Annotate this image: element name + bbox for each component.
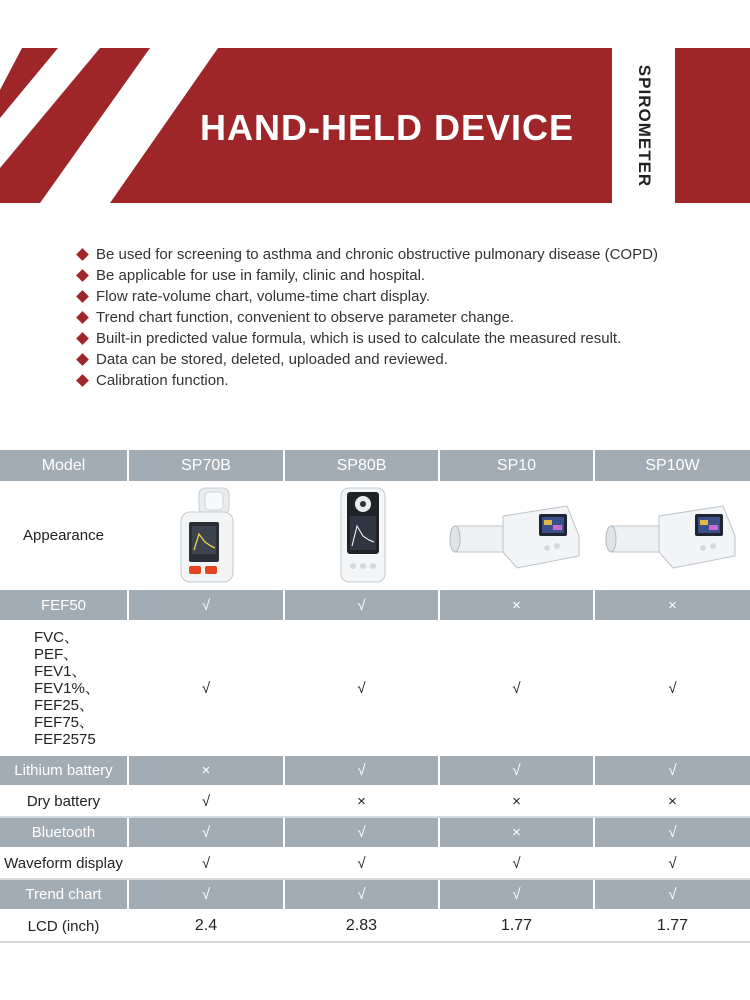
header-sp10w: SP10W — [594, 450, 750, 482]
table-row — [0, 910, 750, 942]
row-label-parameters: FVC、 PEF、 FEV1、 FEV1%、 FEF25、 FEF75、 FEF2575 — [0, 621, 128, 755]
cell-value: √ — [594, 621, 750, 755]
row-label-waveform-display: Waveform display — [0, 848, 128, 879]
table-header-row — [0, 450, 750, 482]
appearance-label: Appearance — [0, 482, 128, 589]
row-label-dry-battery: Dry battery — [0, 786, 128, 817]
appearance-row — [0, 482, 750, 589]
banner — [0, 48, 750, 203]
cell-value: √ — [284, 817, 439, 848]
cell-value: √ — [439, 879, 594, 910]
cell-value: × — [439, 817, 594, 848]
cell-value: √ — [128, 879, 284, 910]
header-sp70b: SP70B — [128, 450, 284, 482]
cell-value: 2.4 — [128, 910, 284, 942]
cell-value: √ — [284, 755, 439, 786]
feature-item: Built-in predicted value formula, which is used to calculate the measured result. — [76, 328, 676, 349]
cell-value: √ — [128, 817, 284, 848]
diamond-bullet-icon — [76, 353, 89, 366]
banner-title: HAND-HELD DEVICE — [200, 107, 575, 148]
cell-value: × — [594, 589, 750, 621]
cell-value: √ — [594, 817, 750, 848]
cell-value: √ — [284, 879, 439, 910]
cell-value: √ — [284, 621, 439, 755]
cell-value: √ — [439, 621, 594, 755]
row-label-fef50: FEF50 — [0, 589, 128, 621]
diamond-bullet-icon — [76, 374, 89, 387]
table-row — [0, 755, 750, 786]
header-model: Model — [0, 450, 128, 482]
table-row — [0, 589, 750, 621]
cell-value: √ — [284, 848, 439, 879]
cell-value: √ — [594, 879, 750, 910]
header-sp10: SP10 — [439, 450, 594, 482]
table-row — [0, 879, 750, 910]
cell-value: √ — [128, 621, 284, 755]
sp10w-device-image — [603, 496, 743, 576]
feature-item: Data can be stored, deleted, uploaded and reviewed. — [76, 349, 676, 370]
sp10-device-image — [447, 496, 587, 576]
row-label-lithium-battery: Lithium battery — [0, 755, 128, 786]
side-label-text: SPIROMETER — [635, 64, 654, 187]
diamond-bullet-icon — [76, 248, 89, 261]
row-label-bluetooth: Bluetooth — [0, 817, 128, 848]
cell-value: √ — [128, 848, 284, 879]
feature-item: Trend chart function, convenient to observe parameter change. — [76, 307, 676, 328]
cell-value: √ — [128, 786, 284, 817]
diamond-bullet-icon — [76, 311, 89, 324]
cell-value: × — [284, 786, 439, 817]
cell-value: × — [439, 589, 594, 621]
feature-item: Flow rate-volume chart, volume-time chart display. — [76, 286, 676, 307]
cell-value: 1.77 — [594, 910, 750, 942]
diamond-bullet-icon — [76, 332, 89, 345]
cell-value: 1.77 — [439, 910, 594, 942]
cell-value: √ — [439, 755, 594, 786]
cell-value: √ — [128, 589, 284, 621]
row-label-lcd: LCD (inch) — [0, 910, 128, 942]
table-row — [0, 786, 750, 817]
table-row — [0, 848, 750, 879]
cell-value: √ — [439, 848, 594, 879]
feature-item: Be used for screening to asthma and chronic obstructive pulmonary disease (COPD) — [76, 244, 676, 265]
cell-value: 2.83 — [284, 910, 439, 942]
diamond-bullet-icon — [76, 290, 89, 303]
banner-side-label — [618, 48, 670, 203]
row-label-trend-chart: Trend chart — [0, 879, 128, 910]
header-sp80b: SP80B — [284, 450, 439, 482]
sp70b-device-image — [161, 486, 251, 586]
table-row — [0, 817, 750, 848]
cell-value: × — [128, 755, 284, 786]
diamond-bullet-icon — [76, 269, 89, 282]
cell-value: × — [594, 786, 750, 817]
feature-list — [76, 244, 676, 391]
sp80b-device-image — [327, 486, 397, 586]
spec-table — [0, 450, 750, 943]
cell-value: √ — [594, 848, 750, 879]
cell-value: √ — [284, 589, 439, 621]
cell-value: × — [439, 786, 594, 817]
table-row — [0, 621, 750, 755]
feature-item: Calibration function. — [76, 370, 676, 391]
cell-value: √ — [594, 755, 750, 786]
feature-item: Be applicable for use in family, clinic and hospital. — [76, 265, 676, 286]
